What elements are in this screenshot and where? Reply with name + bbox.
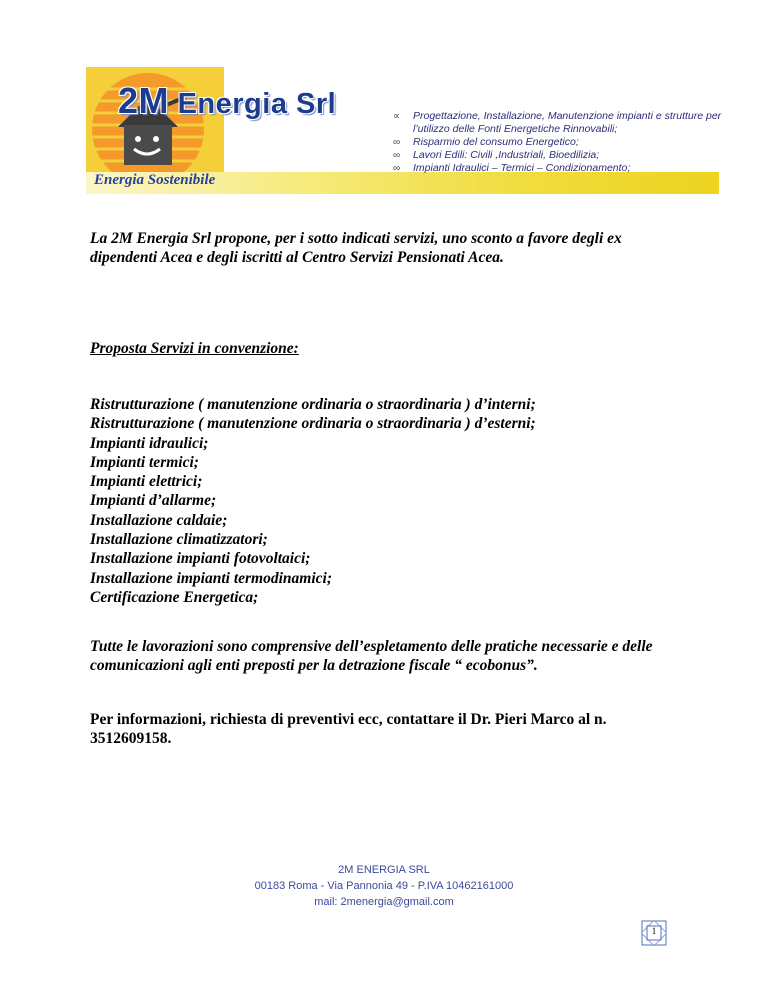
list-item: Certificazione Energetica; — [90, 588, 259, 606]
service-text: Risparmio del consumo Energetico; — [413, 136, 579, 148]
intro-paragraph: La 2M Energia Srl propone, per i sotto indicati servizi, uno sconto a favore degli ex dipendenti Acea e degli iscritti al Centro Servizi Pensionati Acea. — [90, 230, 622, 266]
service-item — [393, 162, 728, 175]
contact-paragraph: Per informazioni, richiesta di preventivi ecc, contattare il Dr. Pieri Marco al n. 3512609158. — [90, 711, 607, 747]
bullet-icon: ∞ — [393, 137, 401, 148]
service-item — [393, 136, 728, 149]
footer-company: 2M ENERGIA SRL — [338, 864, 430, 876]
list-item: Installazione caldaie; — [90, 511, 228, 529]
tagline: Energia Sostenibile — [94, 172, 216, 188]
list-item: Installazione impianti termodinamici; — [90, 569, 333, 587]
note-paragraph: Tutte le lavorazioni sono comprensive dell’espletamento delle pratiche necessarie e delle comunicazioni agli enti preposti per la detrazione fiscale “ ecobonus”. — [90, 638, 653, 674]
footer-mail: mail: 2menergia@gmail.com — [314, 896, 454, 908]
list-item: Installazione impianti fotovoltaici; — [90, 550, 311, 568]
list-item: Impianti idraulici; — [90, 434, 209, 452]
services-offer-list — [90, 395, 536, 607]
service-text: Lavori Edili: Civili ,Industriali, Bioedilizia; — [413, 149, 600, 161]
service-item — [393, 110, 728, 136]
list-item: Impianti elettrici; — [90, 473, 203, 491]
list-item: Impianti d’allarme; — [90, 492, 217, 510]
service-item — [393, 149, 728, 162]
logo-title — [118, 80, 336, 122]
logo-rest-text: Energia Srl — [177, 88, 337, 120]
page-footer — [0, 862, 768, 910]
list-item: Ristrutturazione ( manutenzione ordinaria o straordinaria ) d’interni; — [90, 396, 536, 413]
footer-address: 00183 Roma - Via Pannonia 49 - P.IVA 10462161000 — [254, 880, 514, 892]
list-item: Ristrutturazione ( manutenzione ordinaria o straordinaria ) d’esterni; — [90, 415, 536, 433]
logo-main-text: 2M — [118, 80, 170, 121]
section-heading: Proposta Servizi in convenzione: — [90, 340, 299, 357]
list-item: Installazione climatizzatori; — [90, 531, 268, 549]
bullet-icon: ∞ — [393, 150, 401, 161]
service-text: Progettazione, Installazione, Manutenzione impianti e strutture per l’utilizzo delle Fonti Energetiche Rinnovabili; — [413, 110, 722, 135]
bullet-icon: ∝ — [393, 111, 401, 122]
services-list — [393, 110, 728, 175]
list-item: Impianti termici; — [90, 453, 199, 471]
bullet-icon: ∞ — [393, 163, 401, 174]
service-text: Impianti Idraulici – Termici – Condizionamento; — [413, 162, 631, 174]
page-number-badge — [641, 920, 667, 946]
page-number: 1 — [651, 926, 657, 936]
